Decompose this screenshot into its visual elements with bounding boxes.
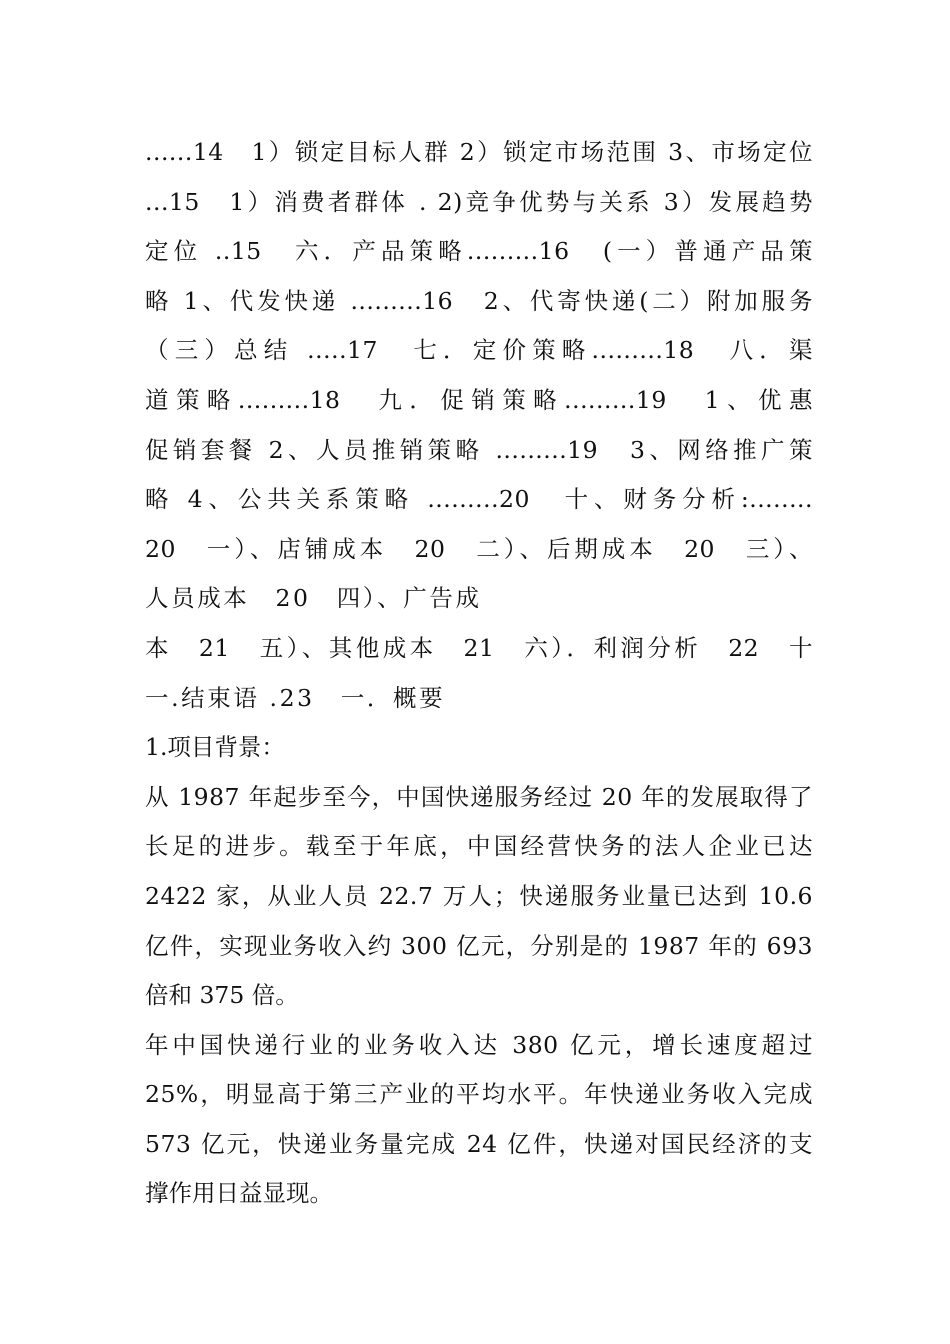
paragraph-line: 年中国快递行业的业务收入达 380 亿元，增长速度超过 bbox=[145, 1030, 813, 1059]
paragraph-line: 亿件，实现业务收入约 300 亿元，分别是的 1987 年的 693 bbox=[145, 931, 813, 960]
toc-line: 20 一）、店铺成本 20 二）、后期成本 20 三）、 bbox=[145, 534, 813, 563]
paragraph-line: 2422 家，从业人员 22.7 万人；快递服务业量已达到 10.6 bbox=[145, 881, 813, 910]
toc-line: 促销套餐 2、人员推销策略 .........19 3、网络推广策 bbox=[145, 435, 813, 464]
toc-line: 略 1、代发快递 .........16 2、代寄快递(二）附加服务 bbox=[145, 286, 813, 315]
toc-line: 道策略.........18 九．促销策略.........19 1、优惠 bbox=[145, 385, 813, 414]
section-heading: 1.项目背景： bbox=[145, 733, 285, 762]
paragraph-line: 25%，明显高于第三产业的平均水平。年快递业务收入完成 bbox=[145, 1080, 813, 1109]
paragraph-line: 长足的进步。载至于年底，中国经营快务的法人企业已达 bbox=[145, 832, 813, 861]
paragraph-line: 从 1987 年起步至今，中国快递服务经过 20 年的发展取得了 bbox=[145, 782, 813, 811]
toc-line: ...15 1）消费者群体 . 2)竞争优势与关系 3）发展趋势 bbox=[145, 187, 813, 216]
toc-line: 定位 ..15 六．产品策略.........16 (一）普通产品策 bbox=[145, 237, 813, 266]
table-of-contents bbox=[145, 128, 813, 723]
toc-line: 一.结束语 .23 一．概要 bbox=[145, 683, 446, 712]
paragraph-line: 倍和 375 倍。 bbox=[145, 981, 299, 1010]
paragraph-background-2 bbox=[145, 1021, 813, 1219]
toc-line: 本 21 五）、其他成本 21 六）．利润分析 22 十 bbox=[145, 633, 813, 662]
paragraph-line: 573 亿元，快递业务量完成 24 亿件，快递对国民经济的支 bbox=[145, 1129, 813, 1158]
toc-line: （三）总结 .....17 七．定价策略.........18 八．渠 bbox=[145, 336, 813, 365]
toc-line: 略 4、公共关系策略 .........20 十、财务分析:........ bbox=[145, 485, 813, 514]
paragraph-background-1 bbox=[145, 773, 813, 1021]
paragraph-line: 撑作用日益显现。 bbox=[145, 1179, 333, 1208]
document-body bbox=[145, 128, 813, 1219]
toc-line: ......14 1）锁定目标人群 2）锁定市场范围 3、市场定位 bbox=[145, 138, 813, 166]
toc-line: 人员成本 20 四）、广告成 bbox=[145, 584, 482, 613]
